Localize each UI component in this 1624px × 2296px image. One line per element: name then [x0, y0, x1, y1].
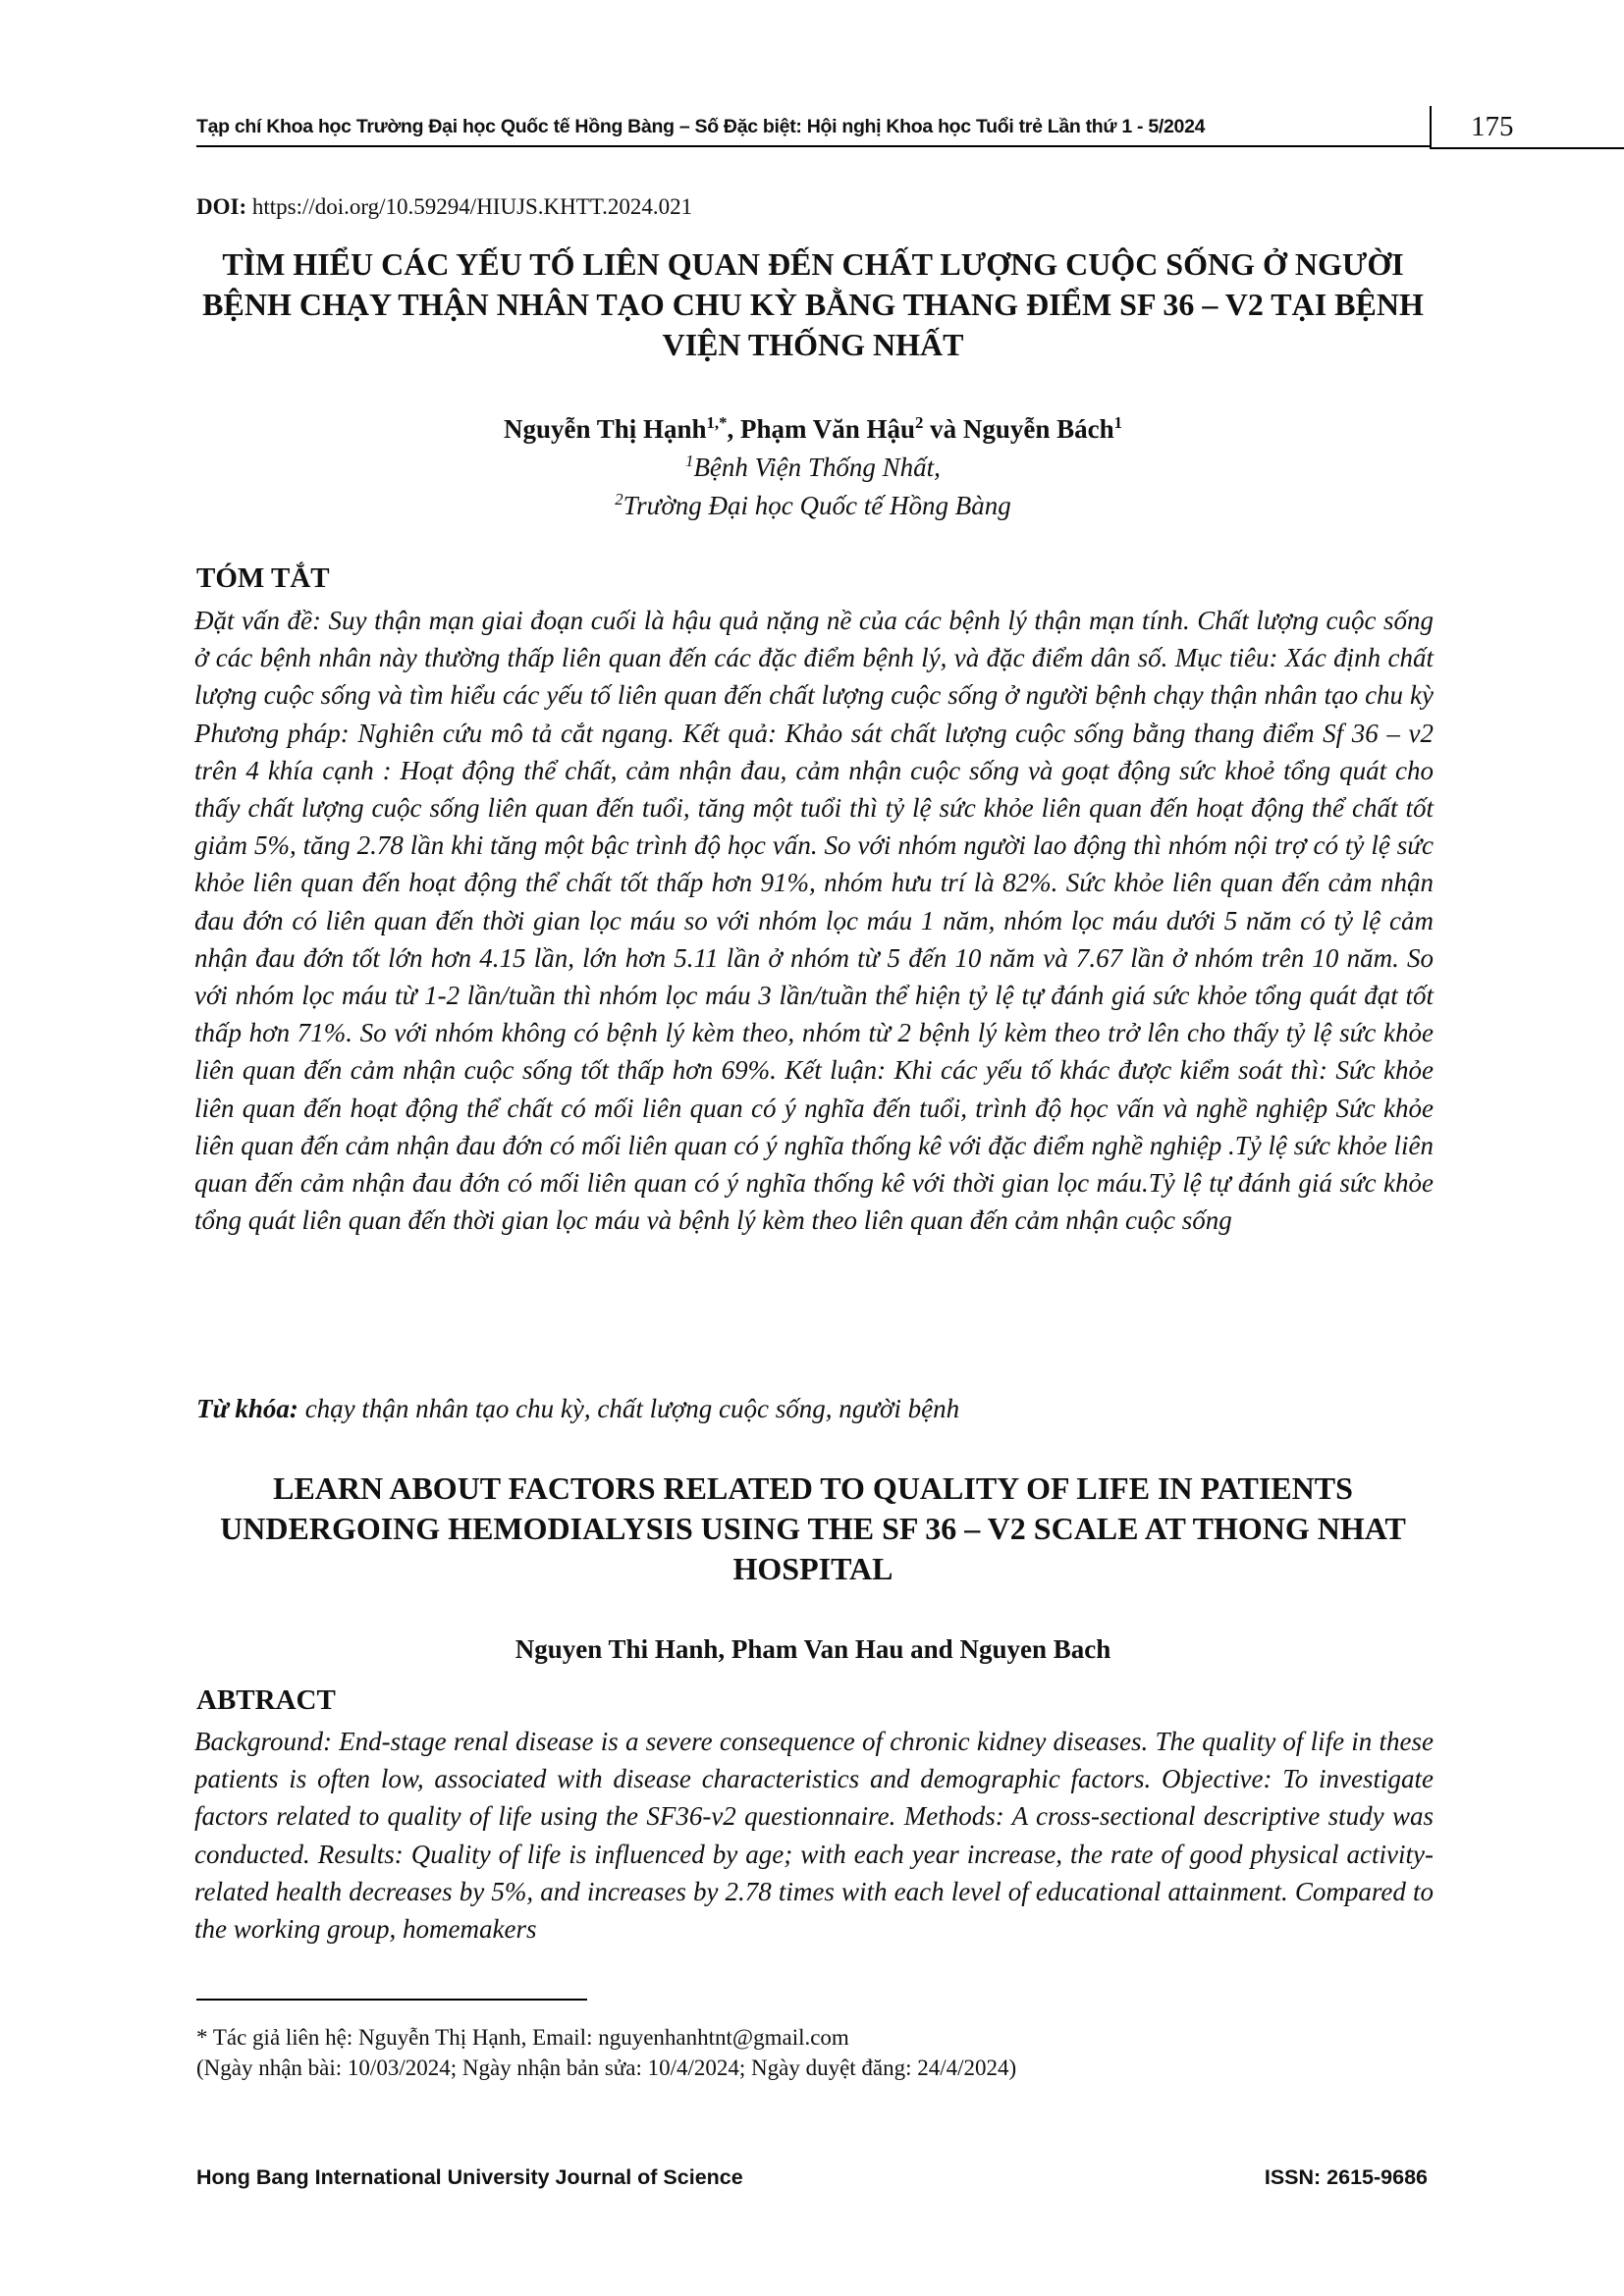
- english-title: LEARN ABOUT FACTORS RELATED TO QUALITY OF LIFE IN PATIENTS UNDERGOING HEMODIALYSIS USING THE SF 36 – V2 SCALE AT THONG NHAT HOSPITAL: [220, 1470, 1406, 1586]
- footer-issn: ISSN: 2615-9686: [1264, 2165, 1428, 2189]
- doi-link[interactable]: https://doi.org/10.59294/HIUJS.KHTT.2024.021: [251, 194, 693, 219]
- author-name: Phạm Văn Hậu: [739, 414, 916, 444]
- author-affiliation-mark: 2: [915, 413, 924, 432]
- keywords-line: [196, 1394, 959, 1424]
- vietnamese-title: TÌM HIỂU CÁC YẾU TỐ LIÊN QUAN ĐẾN CHẤT LƯỢNG CUỘC SỐNG Ở NGƯỜI BỆNH CHẠY THẬN NHÂN TẠO CHU KỲ BẰNG THANG ĐIỂM SF 36 – V2 TẠI BỆNH VIỆN THỐNG NHẤT: [202, 246, 1424, 362]
- english-authors: Nguyen Thi Hanh, Pham Van Hau and Nguyen Bach: [514, 1634, 1111, 1664]
- english-abstract: Background: End-stage renal disease is a severe consequence of chronic kidney diseases. The quality of life in these patients is often low, associated with disease characteristics and demographic factors. Objective: To investigate factors related to quality of life using the SF36-v2 questionnaire. Methods: A cross-sectional descriptive study was conducted. Results: Quality of life is influenced by age; with each year increase, the rate of good physical activity-related health decreases by 5%, and increases by 2.78 times with each level of educational attainment. Compared to the working group, homemakers: [194, 1727, 1434, 1945]
- corresponding-author-footnote: * Tác giả liên hệ: Nguyễn Thị Hạnh, Email: nguyenhanhtnt@gmail.com: [196, 2025, 849, 2050]
- affiliation-mark: 1: [685, 452, 694, 470]
- affiliation: [196, 491, 1430, 521]
- running-title: Tạp chí Khoa học Trường Đại học Quốc tế Hồng Bàng – Số Đặc biệt: Hội nghị Khoa học Tuổi trẻ Lần thứ 1 - 5/2024: [196, 116, 1206, 137]
- page-number: 175: [1430, 106, 1624, 149]
- affiliation-mark: 2: [615, 490, 623, 508]
- vietnamese-authors: [196, 414, 1430, 445]
- author-separator: và: [923, 414, 963, 444]
- doi-line: [196, 194, 692, 220]
- vietnamese-abstract: Đặt vấn đề: Suy thận mạn giai đoạn cuối là hậu quả nặng nề của các bệnh lý thận mạn tính. Chất lượng cuộc sống ở các bệnh nhân này thường thấp liên quan đến các đặc điểm bệnh lý, và đặc điểm dân số. Mục tiêu: Xác định chất lượng cuộc sống và tìm hiểu các yếu tố liên quan đến chất lượng cuộc sống ở người bệnh chạy thận nhân tạo chu kỳ Phương pháp: Nghiên cứu mô tả cắt ngang. Kết quả: Khảo sát chất lượng cuộc sống bằng thang điểm Sf 36 – v2 trên 4 khía cạnh : Hoạt động thể chất, cảm nhận đau, cảm nhận cuộc sống và goạt động sức khoẻ tổng quát cho thấy chất lượng cuộc sống liên quan đến tuổi, tăng một tuổi thì tỷ lệ sức khỏe liên quan đến hoạt động thể chất tốt giảm 5%, tăng 2.78 lần khi tăng một bậc trình độ học vấn. So với nhóm người lao động thì nhóm nội trợ có tỷ lệ sức khỏe liên quan đến hoạt động thể chất tốt thấp hơn 91%, nhóm hưu trí là 82%. Sức khỏe liên quan đến cảm nhận đau đớn có liên quan đến thời gian lọc máu so với nhóm lọc máu 1 năm, nhóm lọc máu dưới 5 năm có tỷ lệ cảm nhận đau đớn tốt lớn hơn 4.15 lần, lớn hơn 5.11 lần ở nhóm từ 5 đến 10 năm và 7.67 lần ở nhóm trên 10 năm. So với nhóm lọc máu từ 1-2 lần/tuần thì nhóm lọc máu 3 lần/tuần thể hiện tỷ lệ tự đánh giá sức khỏe tổng quát đạt tốt thấp hơn 71%. So với nhóm không có bệnh lý kèm theo, nhóm từ 2 bệnh lý kèm theo trở lên cho thấy tỷ lệ sức khỏe liên quan đến cảm nhận cuộc sống tốt thấp hơn 69%. Kết luận: Khi các yếu tố khác được kiểm soát thì: Sức khỏe liên quan đến hoạt động thể chất có mối liên quan có ý nghĩa đến tuổi, trình độ học vấn và nghề nghiệp Sức khỏe liên quan đến cảm nhận đau đớn có mối liên quan có ý nghĩa thống kê với đặc điểm nghề nghiệp .Tỷ lệ sức khỏe liên quan đến cảm nhận đau đớn có mối liên quan có ý nghĩa thống kê với thời gian lọc máu.Tỷ lệ tự đánh giá sức khỏe tổng quát liên quan đến thời gian lọc máu và bệnh lý kèm theo liên quan đến cảm nhận cuộc sống: [194, 606, 1434, 1236]
- dates-footnote: (Ngày nhận bài: 10/03/2024; Ngày nhận bản sửa: 10/4/2024; Ngày duyệt đăng: 24/4/2024): [196, 2056, 1017, 2080]
- author-name: Nguyễn Thị Hạnh: [503, 414, 707, 444]
- footer-journal-name: Hong Bang International University Journal of Science: [196, 2165, 743, 2189]
- footnote-divider: [196, 1999, 587, 2001]
- author-affiliation-mark: 1: [1113, 413, 1123, 432]
- keywords-values: chạy thận nhân tạo chu kỳ, chất lượng cuộc sống, người bệnh: [304, 1394, 960, 1423]
- doi-label: DOI:: [196, 194, 247, 219]
- english-abstract-heading: ABTRACT: [196, 1684, 336, 1716]
- vietnamese-abstract-heading: TÓM TẮT: [196, 562, 330, 594]
- affiliation-name: Trường Đại học Quốc tế Hồng Bàng: [623, 491, 1011, 520]
- affiliation: [196, 453, 1430, 483]
- running-header: [196, 110, 1430, 147]
- keywords-label: Từ khóa:: [196, 1394, 298, 1423]
- author-affiliation-mark: 1,*: [706, 413, 728, 432]
- author-name: Nguyễn Bách: [962, 414, 1114, 444]
- affiliation-name: Bệnh Viện Thống Nhất,: [693, 453, 941, 482]
- author-separator: ,: [727, 414, 740, 444]
